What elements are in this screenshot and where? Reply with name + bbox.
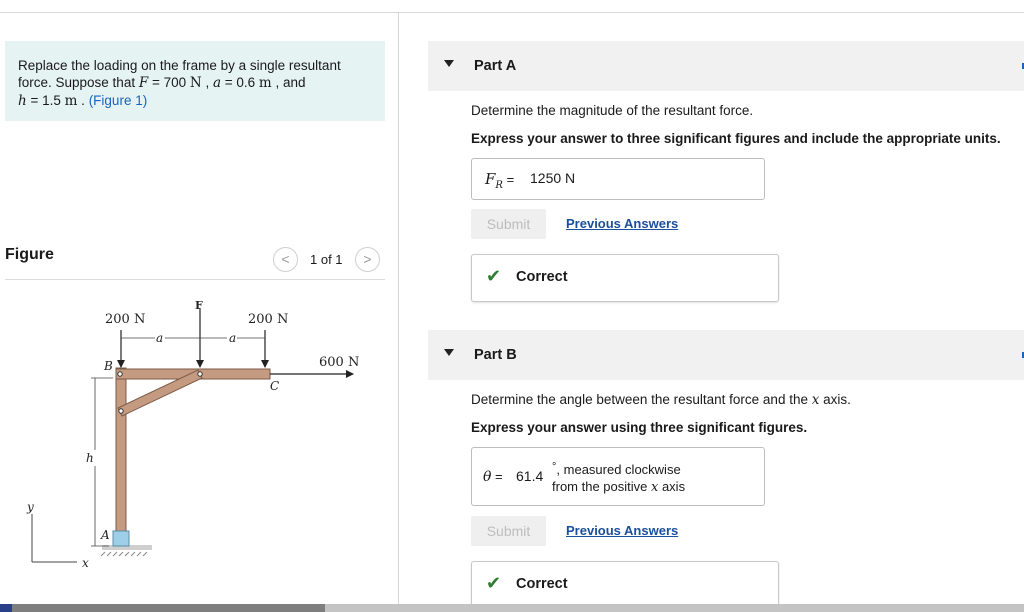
degree-sign: ° bbox=[552, 461, 557, 473]
horizontal-scrollbar[interactable] bbox=[0, 604, 1024, 612]
part-a-answer-label bbox=[485, 170, 514, 191]
sep: , bbox=[201, 75, 213, 90]
next-figure-button[interactable]: > bbox=[355, 247, 380, 272]
label-horizontal-force: 600 N bbox=[319, 355, 360, 370]
scrollbar-start bbox=[0, 604, 12, 612]
label-A: A bbox=[101, 528, 110, 542]
part-a-answer-field[interactable] bbox=[471, 158, 765, 200]
pin-B bbox=[118, 372, 122, 376]
label-x: x bbox=[82, 556, 89, 570]
a-value: = 0.6 bbox=[221, 75, 259, 90]
pin-column bbox=[119, 409, 123, 413]
part-a-question: Determine the magnitude of the resultant force. bbox=[471, 103, 754, 118]
var-h: h bbox=[18, 93, 27, 109]
pin-beam bbox=[198, 372, 202, 376]
unit-text: , measured clockwise bbox=[556, 462, 681, 477]
label-C: C bbox=[270, 379, 280, 393]
var-x: x bbox=[651, 480, 659, 495]
prev-figure-button[interactable]: < bbox=[273, 247, 298, 272]
a-unit: m bbox=[258, 75, 272, 91]
part-b-submit-button[interactable]: Submit bbox=[471, 516, 546, 546]
dimension-h bbox=[91, 378, 113, 546]
part-a-answer-value: 1250 N bbox=[530, 170, 576, 186]
collapse-triangle-icon[interactable] bbox=[444, 60, 454, 67]
var-x: x bbox=[811, 392, 820, 408]
scrollbar-thumb[interactable] bbox=[0, 604, 325, 612]
base-plate bbox=[113, 531, 129, 546]
part-b-instruction: Express your answer using three significant figures. bbox=[471, 420, 808, 435]
question-text: Determine the angle between the resultant force and the bbox=[471, 392, 812, 407]
part-b-previous-answers-link[interactable]: Previous Answers bbox=[566, 523, 679, 538]
subscript-R: R bbox=[495, 180, 503, 191]
h-value: = 1.5 bbox=[26, 93, 65, 108]
label-right-force: 200 N bbox=[248, 312, 289, 327]
figure-rule bbox=[5, 279, 385, 280]
sep: , and bbox=[271, 75, 306, 90]
check-icon: ✔ bbox=[486, 573, 502, 593]
axes bbox=[32, 514, 77, 562]
part-b-answer-label bbox=[483, 468, 503, 485]
ground-support bbox=[101, 545, 152, 556]
F-unit: N bbox=[189, 75, 202, 91]
problem-statement bbox=[5, 41, 385, 121]
part-b-answer-value: 61.4 bbox=[516, 468, 544, 484]
collapse-triangle-icon[interactable] bbox=[444, 349, 454, 356]
figure-title: Figure bbox=[5, 246, 54, 263]
part-b-label: Part B bbox=[474, 347, 517, 363]
top-rule bbox=[0, 12, 1024, 13]
check-icon: ✔ bbox=[486, 266, 502, 286]
label-F: F bbox=[195, 299, 203, 312]
label-left-force: 200 N bbox=[105, 312, 146, 327]
h-unit: m bbox=[64, 93, 78, 109]
label-y: y bbox=[27, 500, 34, 514]
var-a: a bbox=[212, 75, 222, 91]
part-a-submit-button[interactable]: Submit bbox=[471, 209, 546, 239]
equals-sign: = bbox=[491, 469, 503, 484]
part-a-header[interactable] bbox=[428, 41, 1024, 91]
figure-pager bbox=[273, 247, 385, 272]
F-value: = 700 bbox=[148, 75, 190, 90]
part-b-unit bbox=[552, 459, 685, 496]
frame-diagram bbox=[5, 290, 385, 580]
label-B: B bbox=[104, 359, 113, 373]
frame-column bbox=[116, 368, 126, 546]
frame-figure bbox=[5, 290, 385, 585]
label-h: h bbox=[86, 451, 94, 465]
part-a-feedback bbox=[471, 254, 779, 302]
unit-text: axis bbox=[658, 479, 686, 494]
part-a-label: Part A bbox=[474, 58, 517, 74]
var-theta: θ bbox=[483, 469, 492, 485]
pane-divider[interactable] bbox=[398, 12, 399, 608]
var-F: F bbox=[138, 75, 149, 91]
problem-intro: Replace the loading on the frame by a single resultant force. Suppose that bbox=[18, 58, 341, 90]
part-b-question bbox=[471, 392, 851, 408]
part-b-header[interactable] bbox=[428, 330, 1024, 380]
part-b-feedback bbox=[471, 561, 779, 609]
part-b-correct-label: Correct bbox=[516, 576, 568, 592]
var-F: F bbox=[485, 170, 496, 188]
sep: . bbox=[77, 93, 89, 108]
label-a2: a bbox=[229, 331, 237, 345]
question-text: axis. bbox=[819, 392, 851, 407]
figure-count: 1 of 1 bbox=[310, 252, 343, 267]
part-a-previous-answers-link[interactable]: Previous Answers bbox=[566, 216, 679, 231]
equals-sign: = bbox=[502, 172, 515, 187]
part-a-correct-label: Correct bbox=[516, 269, 568, 285]
figure-link[interactable]: (Figure 1) bbox=[88, 93, 148, 108]
part-a-instruction: Express your answer to three significant figures and include the appropriate units. bbox=[471, 131, 1001, 146]
part-b-answer-field[interactable] bbox=[471, 447, 765, 506]
problem-text bbox=[18, 57, 368, 110]
label-a1: a bbox=[156, 331, 164, 345]
unit-text: from the positive bbox=[552, 479, 651, 494]
